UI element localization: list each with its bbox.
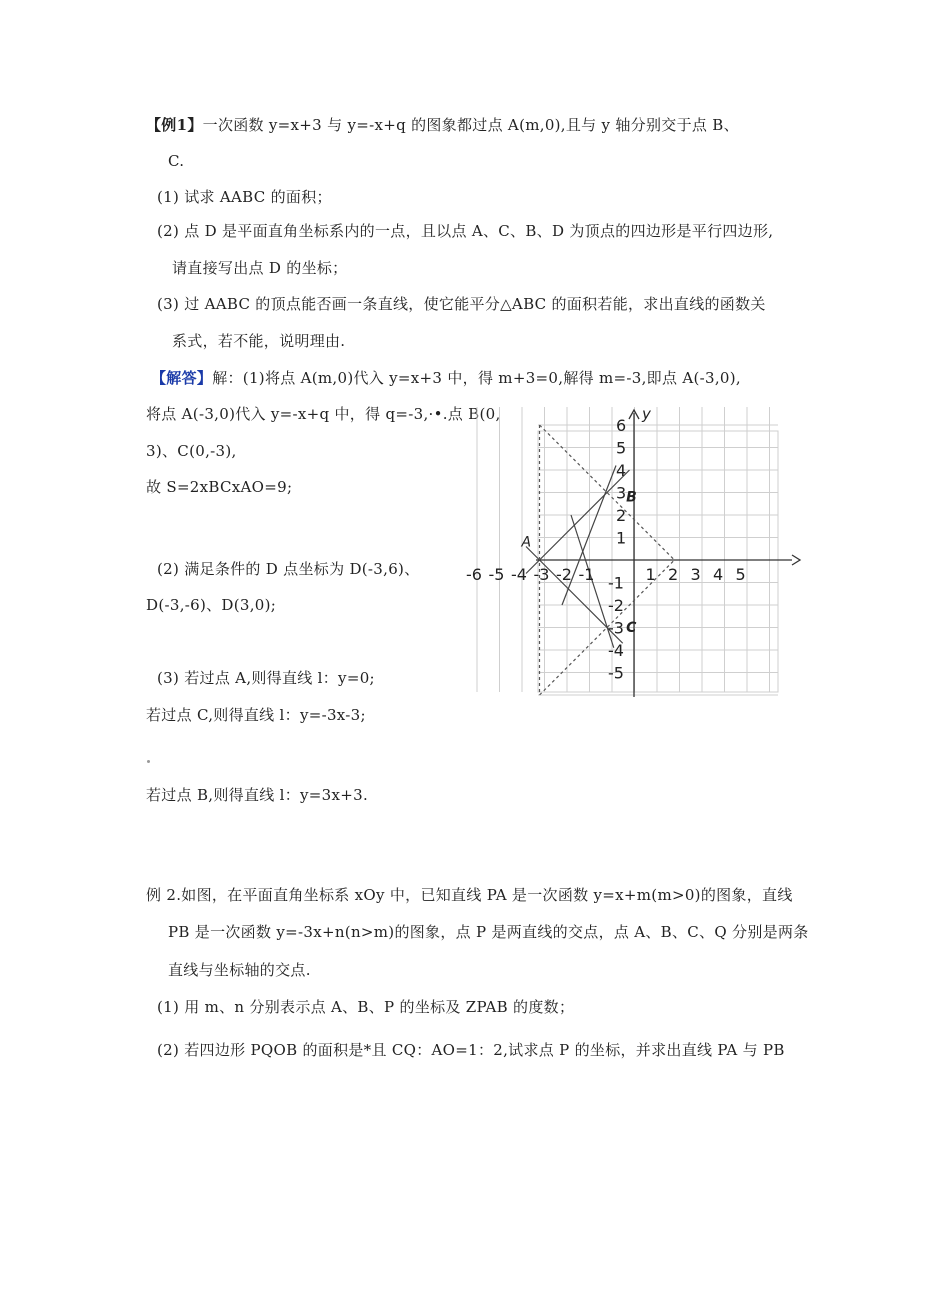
x-tick-label: -5 — [488, 565, 505, 584]
solution-line-7: (3) 若过点 A,则得直线 l：y=0; — [157, 669, 375, 687]
x-tick-label: 1 — [645, 565, 656, 584]
y-tick-label: -4 — [608, 641, 624, 660]
example1-question-3a: (3) 过 AABC 的顶点能否画一条直线，使它能平分△ABC 的面积若能，求出直线的函数关 — [157, 295, 766, 313]
example1-title-cont: C. — [168, 152, 185, 170]
x-tick-label: 5 — [735, 565, 746, 584]
coordinate-graph — [466, 405, 802, 700]
solution-line-1 — [151, 368, 741, 388]
y-tick-label: 4 — [616, 461, 627, 480]
solution-line-2: 将点 A(-3,0)代入 y=-x+q 中，得 q=-3,·•.点 B(0, — [146, 405, 501, 423]
example1-question-3b: 系式，若不能，说明理由. — [172, 332, 346, 350]
example2-question-2: (2) 若四边形 PQOB 的面积是*且 CQ：AO=1：2,试求点 P 的坐标，并求出直线 PA 与 PB — [157, 1041, 785, 1059]
solution-line-9: 若过点 B,则得直线 l：y=3x+3. — [146, 786, 369, 804]
x-tick-label: -4 — [511, 565, 527, 584]
x-tick-label: -2 — [556, 565, 572, 584]
axis-labels — [466, 405, 746, 683]
solution-line-3: 3)、C(0,-3), — [146, 442, 237, 460]
x-tick-label: -1 — [578, 565, 595, 584]
x-tick-label: 3 — [690, 565, 701, 584]
point-c-label: C — [626, 620, 637, 636]
solution-line-1-text: 解：(1)将点 A(m,0)代入 y=x+3 中，得 m+3=0,解得 m=-3,即点 A(-3,0), — [212, 369, 741, 387]
example2-line-3: 直线与坐标轴的交点. — [168, 961, 311, 979]
line-y-x-plus-3 — [526, 470, 630, 574]
example1-title-text: 一次函数 y=x+3 与 y=-x+q 的图象都过点 A(m,0),且与 y 轴分别交于点 B、 — [202, 116, 739, 134]
y-tick-label: 3 — [616, 483, 627, 503]
solution-line-8: 若过点 C,则得直线 l：y=-3x-3; — [146, 706, 366, 724]
y-tick-label: -2 — [608, 596, 624, 615]
solution-line-5: (2) 满足条件的 D 点坐标为 D(-3,6)、 — [157, 560, 420, 578]
y-tick-label: -1 — [608, 573, 624, 593]
y-tick-label: 2 — [616, 506, 627, 525]
y-tick-label: -3 — [608, 618, 624, 638]
example1-title — [146, 115, 739, 135]
example1-question-2a: (2) 点 D 是平面直角坐标系内的一点，且以点 A、C、B、D 为顶点的四边形是平行四边形, — [157, 222, 774, 240]
x-axis-arrow — [792, 555, 800, 565]
stray-dot — [147, 760, 150, 763]
example1-tag: 【例1】 — [146, 116, 203, 134]
example2-question-1: (1) 用 m、n 分别表示点 A、B、P 的坐标及 ZPAB 的度数； — [157, 998, 575, 1016]
y-tick-label: 6 — [616, 416, 627, 435]
y-tick-label: -5 — [608, 663, 624, 683]
y-tick-label: 5 — [616, 438, 627, 458]
x-tick-label: 4 — [713, 565, 724, 584]
example1-question-1: (1) 试求 AABC 的面积； — [157, 188, 332, 206]
solution-line-6: D(-3,-6)、D(3,0); — [146, 596, 277, 614]
x-tick-label: -6 — [466, 565, 482, 584]
y-axis-label: y — [642, 405, 651, 423]
example1-question-2b: 请直接写出点 D 的坐标； — [172, 259, 348, 277]
solution-tag: 【解答】 — [151, 369, 213, 387]
y-tick-label: 1 — [616, 528, 627, 548]
x-tick-label: -3 — [533, 565, 550, 584]
solution-line-4: 故 S=2xBCxAO=9; — [146, 478, 293, 496]
example2-line-1: 例 2.如图，在平面直角坐标系 xOy 中，已知直线 PA 是一次函数 y=x+m(m>0)的图象，直线 — [146, 886, 793, 904]
point-a-label: A — [521, 534, 532, 551]
grid — [477, 407, 778, 695]
x-tick-label: 2 — [668, 565, 679, 584]
example2-line-2: PB 是一次函数 y=-3x+n(n>m)的图象，点 P 是两直线的交点，点 A、B、C、Q 分别是两条 — [168, 923, 809, 941]
point-b-label: B — [626, 489, 637, 506]
